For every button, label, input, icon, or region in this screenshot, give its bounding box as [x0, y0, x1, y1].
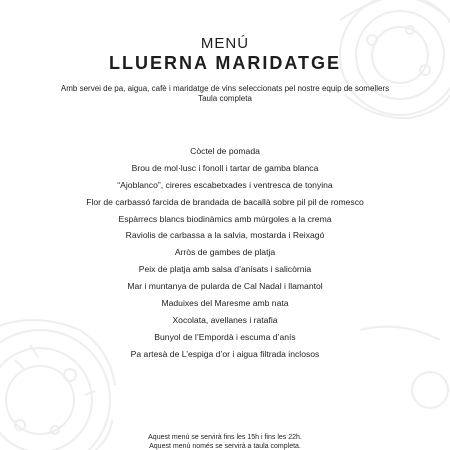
course-item: “Ajoblanco”, cireres escabetxades i ventresca de tonyina: [117, 179, 333, 190]
course-item: Flor de carbassó farcida de brandada de bacallà sobre pil pil de romesco: [86, 196, 364, 207]
menu-subtitle: [0, 84, 450, 104]
course-item: Maduixes del Maresme amb nata: [161, 298, 289, 309]
menu-title: LLUERNA MARIDATGE: [109, 53, 341, 73]
course-item: Peix de platja amb salsa d’anisats i salicòrnia: [138, 264, 312, 275]
course-item: Mar i muntanya de pularda de Cal Nadal i llamantol: [127, 281, 323, 292]
course-item: Pa artesà de L’espiga d’or i aigua filtrada inclosos: [130, 348, 320, 359]
subtitle-line-service: Amb servei de pa, aigua, cafè i maridatge de vins seleccionats pel nostre equip de somellers: [60, 84, 390, 93]
course-item: Raviolis de carbassa a la salvia, mostarda i Reixagó: [125, 230, 325, 241]
course-item: Brou de mol·lusc i fonoll i tartar de gamba blanca: [131, 162, 319, 173]
subtitle-line-table: Taula completa: [198, 94, 252, 103]
footer-note-table: Aquest menú només se servirà a taula completa.: [149, 443, 301, 450]
menu-label: MENÚ: [200, 35, 250, 52]
course-item: Espàrrecs blancs biodinàmics amb múrgoles a la crema: [118, 213, 332, 224]
course-item: Arròs de gambes de platja: [174, 247, 276, 258]
course-item: Bunyol de l’Empordà i escuma d’anís: [154, 331, 296, 342]
course-item: Xocolata, avellanes i ratafia: [172, 314, 278, 325]
footer-note-hours: Aquest menú se servirà fins les 15h i fins les 22h.: [148, 434, 302, 441]
course-list: [0, 143, 450, 363]
menu-footer: [0, 433, 450, 450]
course-item: Còctel de pomada: [190, 146, 260, 156]
